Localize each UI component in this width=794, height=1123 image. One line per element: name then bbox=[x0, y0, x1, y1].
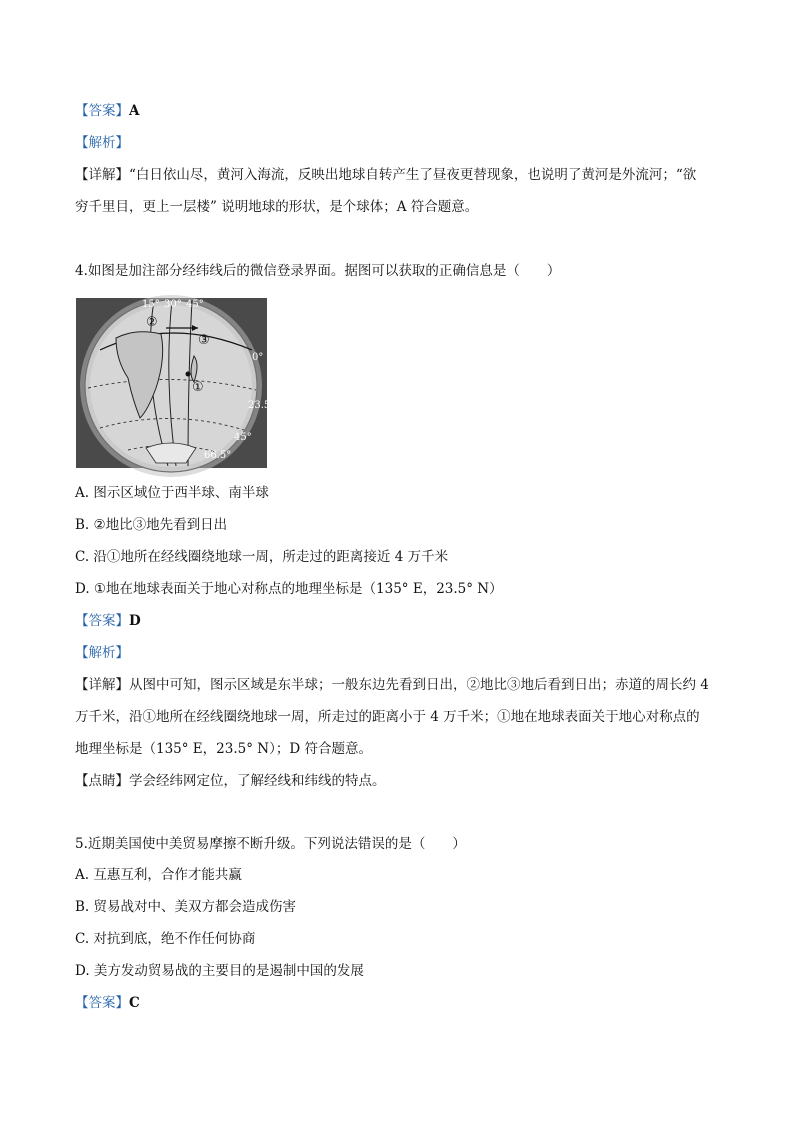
tip-text: 学会经纬网定位，了解经线和纬线的特点。 bbox=[129, 773, 386, 789]
q4-answer-line bbox=[75, 612, 141, 630]
q3-detail-line-2: 穷千里目，更上一层楼” 说明地球的形状，是个球体；A 符合题意。 bbox=[75, 199, 479, 215]
label-lon-45: 45° bbox=[186, 299, 204, 310]
q4-analysis-line bbox=[75, 644, 129, 662]
answer-tag: 【答案】 bbox=[75, 103, 129, 119]
globe-map-image bbox=[76, 298, 276, 468]
q5-option-b: B. 贸易战对中、美双方都会造成伤害 bbox=[75, 899, 297, 915]
q5-stem: 5.近期美国使中美贸易摩擦不断升级。下列说法错误的是（ ） bbox=[75, 836, 466, 852]
label-lat-45: 45° bbox=[234, 432, 252, 443]
globe-figure bbox=[76, 298, 276, 468]
q5-option-d: D. 美方发动贸易战的主要目的是遏制中国的发展 bbox=[75, 963, 364, 979]
q4-option-b: B. ②地比③地先看到日出 bbox=[75, 517, 228, 533]
detail-text: 从图中可知，图示区域是东半球；一般东边先看到日出，②地比③地后看到日出；赤道的周长约 4 bbox=[129, 677, 709, 693]
detail-text: “白日依山尽，黄河入海流，反映出地球自转产生了昼夜更替现象，也说明了黄河是外流河；“欲 bbox=[129, 167, 697, 183]
answer-value: A bbox=[129, 103, 140, 119]
q4-option-d: D. ①地在地球表面关于地心对称点的地理坐标是（135° E，23.5° N） bbox=[75, 581, 503, 597]
answer-value: C bbox=[129, 995, 140, 1011]
answer-tag: 【答案】 bbox=[75, 995, 129, 1011]
q3-detail-line-1 bbox=[75, 166, 696, 184]
point-1-marker bbox=[186, 372, 191, 377]
q4-detail-line-1 bbox=[75, 676, 709, 694]
detail-tag: 【详解】 bbox=[75, 167, 129, 183]
q4-tip-line bbox=[75, 772, 386, 790]
label-lat-0: 0° bbox=[252, 352, 264, 363]
label-point-3: ③ bbox=[198, 333, 210, 348]
answer-tag: 【答案】 bbox=[75, 613, 129, 629]
q5-option-a: A. 互惠互利，合作才能共赢 bbox=[75, 867, 242, 883]
tip-tag: 【点睛】 bbox=[75, 773, 129, 789]
label-point-1: ① bbox=[192, 380, 204, 395]
q5-answer-line bbox=[75, 994, 140, 1012]
analysis-tag: 【解析】 bbox=[75, 645, 129, 661]
answer-value: D bbox=[129, 613, 141, 629]
q3-analysis-line bbox=[75, 134, 129, 152]
label-lat-235: 23.5° bbox=[248, 400, 276, 411]
q4-detail-line-2: 万千米，沿①地所在经线圈绕地球一周，所走过的距离小于 4 万千米；①地在地球表面关于地心对称点的 bbox=[75, 709, 700, 725]
q4-detail-line-3: 地理坐标是（135° E，23.5° N）；D 符合题意。 bbox=[75, 741, 372, 757]
q4-stem: 4.如图是加注部分经纬线后的微信登录界面。据图可以获取的正确信息是（ ） bbox=[75, 263, 561, 279]
q4-option-c: C. 沿①地所在经线圈绕地球一周，所走过的距离接近 4 万千米 bbox=[75, 549, 449, 565]
label-lon-15: 15° bbox=[142, 299, 160, 310]
label-lon-30: 30° bbox=[164, 299, 182, 310]
q3-answer-line bbox=[75, 102, 139, 120]
detail-tag: 【详解】 bbox=[75, 677, 129, 693]
analysis-tag: 【解析】 bbox=[75, 135, 129, 151]
label-point-2: ② bbox=[146, 315, 158, 330]
label-lat-665: 66.5° bbox=[204, 450, 232, 461]
q4-option-a: A. 图示区域位于西半球、南半球 bbox=[75, 485, 269, 501]
q5-option-c: C. 对抗到底，绝不作任何协商 bbox=[75, 931, 256, 947]
